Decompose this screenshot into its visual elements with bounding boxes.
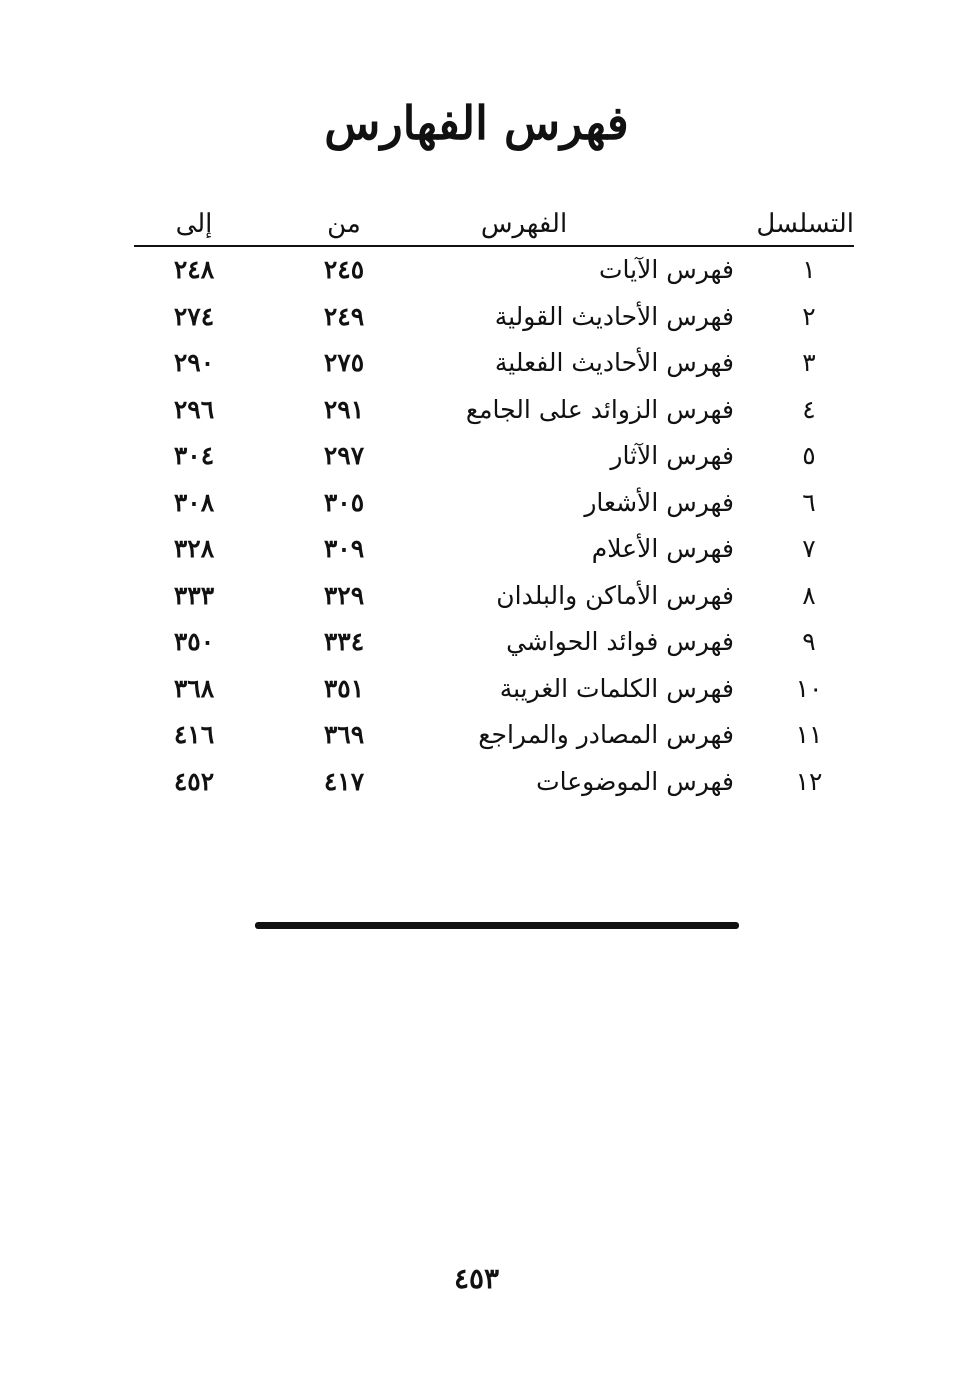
table-row — [134, 619, 854, 666]
table-row — [134, 573, 854, 620]
row-serial: ٥ — [802, 441, 816, 470]
row-name: فهرس الموضوعات — [536, 766, 734, 796]
row-from: ٢٧٥ — [323, 348, 365, 377]
row-from: ٢٩١ — [323, 394, 365, 424]
header-to: إلى — [175, 209, 213, 239]
row-to: ٢٩٠ — [173, 348, 215, 377]
table-row — [134, 759, 854, 806]
table-row — [134, 480, 854, 527]
row-from: ٣٥١ — [323, 673, 365, 703]
row-to: ٤١٦ — [173, 720, 215, 749]
row-from: ٣٣٤ — [323, 627, 365, 656]
row-serial: ١٠ — [795, 673, 823, 703]
table-row — [134, 712, 854, 759]
row-from: ٢٩٧ — [323, 441, 365, 470]
row-to: ٣٠٨ — [173, 487, 215, 517]
row-serial: ٧ — [802, 534, 816, 563]
row-to: ٤٥٢ — [173, 766, 215, 796]
row-from: ٢٤٩ — [323, 301, 365, 331]
row-serial: ٣ — [802, 348, 816, 377]
toc-table — [134, 205, 854, 805]
table-row — [134, 433, 854, 480]
row-from: ٢٤٥ — [323, 255, 365, 284]
row-name: فهرس الأماكن والبلدان — [496, 580, 734, 610]
row-serial: ١ — [802, 255, 816, 284]
row-from: ٣٠٩ — [323, 534, 365, 563]
row-name: فهرس الآثار — [610, 441, 734, 470]
row-to: ٣٢٨ — [173, 534, 215, 563]
row-serial: ٦ — [802, 487, 816, 517]
row-to: ٣٦٨ — [173, 673, 215, 703]
row-name: فهرس فوائد الحواشي — [506, 627, 734, 656]
row-name: فهرس المصادر والمراجع — [478, 720, 734, 749]
row-to: ٢٧٤ — [173, 301, 215, 331]
table-row — [134, 294, 854, 341]
row-from: ٣٦٩ — [323, 720, 365, 749]
table-header — [134, 205, 854, 247]
row-name: فهرس الزوائد على الجامع — [465, 394, 734, 424]
row-to: ٣٠٤ — [173, 441, 215, 470]
header-serial: التسلسل — [756, 209, 854, 239]
table-row — [134, 666, 854, 713]
row-serial: ٩ — [802, 627, 816, 656]
section-divider — [255, 922, 739, 929]
row-serial: ٨ — [802, 580, 816, 610]
row-name: فهرس الكلمات الغريبة — [499, 673, 734, 703]
table-row — [134, 247, 854, 294]
row-to: ٢٩٦ — [173, 394, 215, 424]
page-title: فهرس الفهارس — [324, 96, 629, 150]
row-serial: ١٢ — [795, 766, 823, 796]
header-from: من — [327, 209, 361, 239]
row-from: ٤١٧ — [323, 766, 365, 796]
row-name: فهرس الأشعار — [584, 487, 734, 517]
table-row — [134, 526, 854, 573]
row-name: فهرس الأحاديث القولية — [494, 301, 734, 331]
row-to: ٢٤٨ — [173, 255, 215, 284]
row-name: فهرس الأعلام — [591, 534, 734, 563]
row-serial: ١١ — [795, 720, 823, 749]
row-name: فهرس الأحاديث الفعلية — [494, 348, 734, 377]
row-serial: ٢ — [802, 301, 816, 331]
row-from: ٣٠٥ — [323, 487, 365, 517]
row-to: ٣٣٣ — [173, 580, 215, 610]
table-body — [134, 247, 854, 805]
row-to: ٣٥٠ — [173, 627, 215, 656]
table-row — [134, 387, 854, 434]
row-from: ٣٢٩ — [323, 580, 365, 610]
row-serial: ٤ — [802, 394, 816, 424]
header-name: الفهرس — [480, 209, 568, 239]
page-number: ٤٥٣ — [453, 1262, 500, 1295]
row-name: فهرس الآيات — [598, 255, 734, 284]
table-row — [134, 340, 854, 387]
